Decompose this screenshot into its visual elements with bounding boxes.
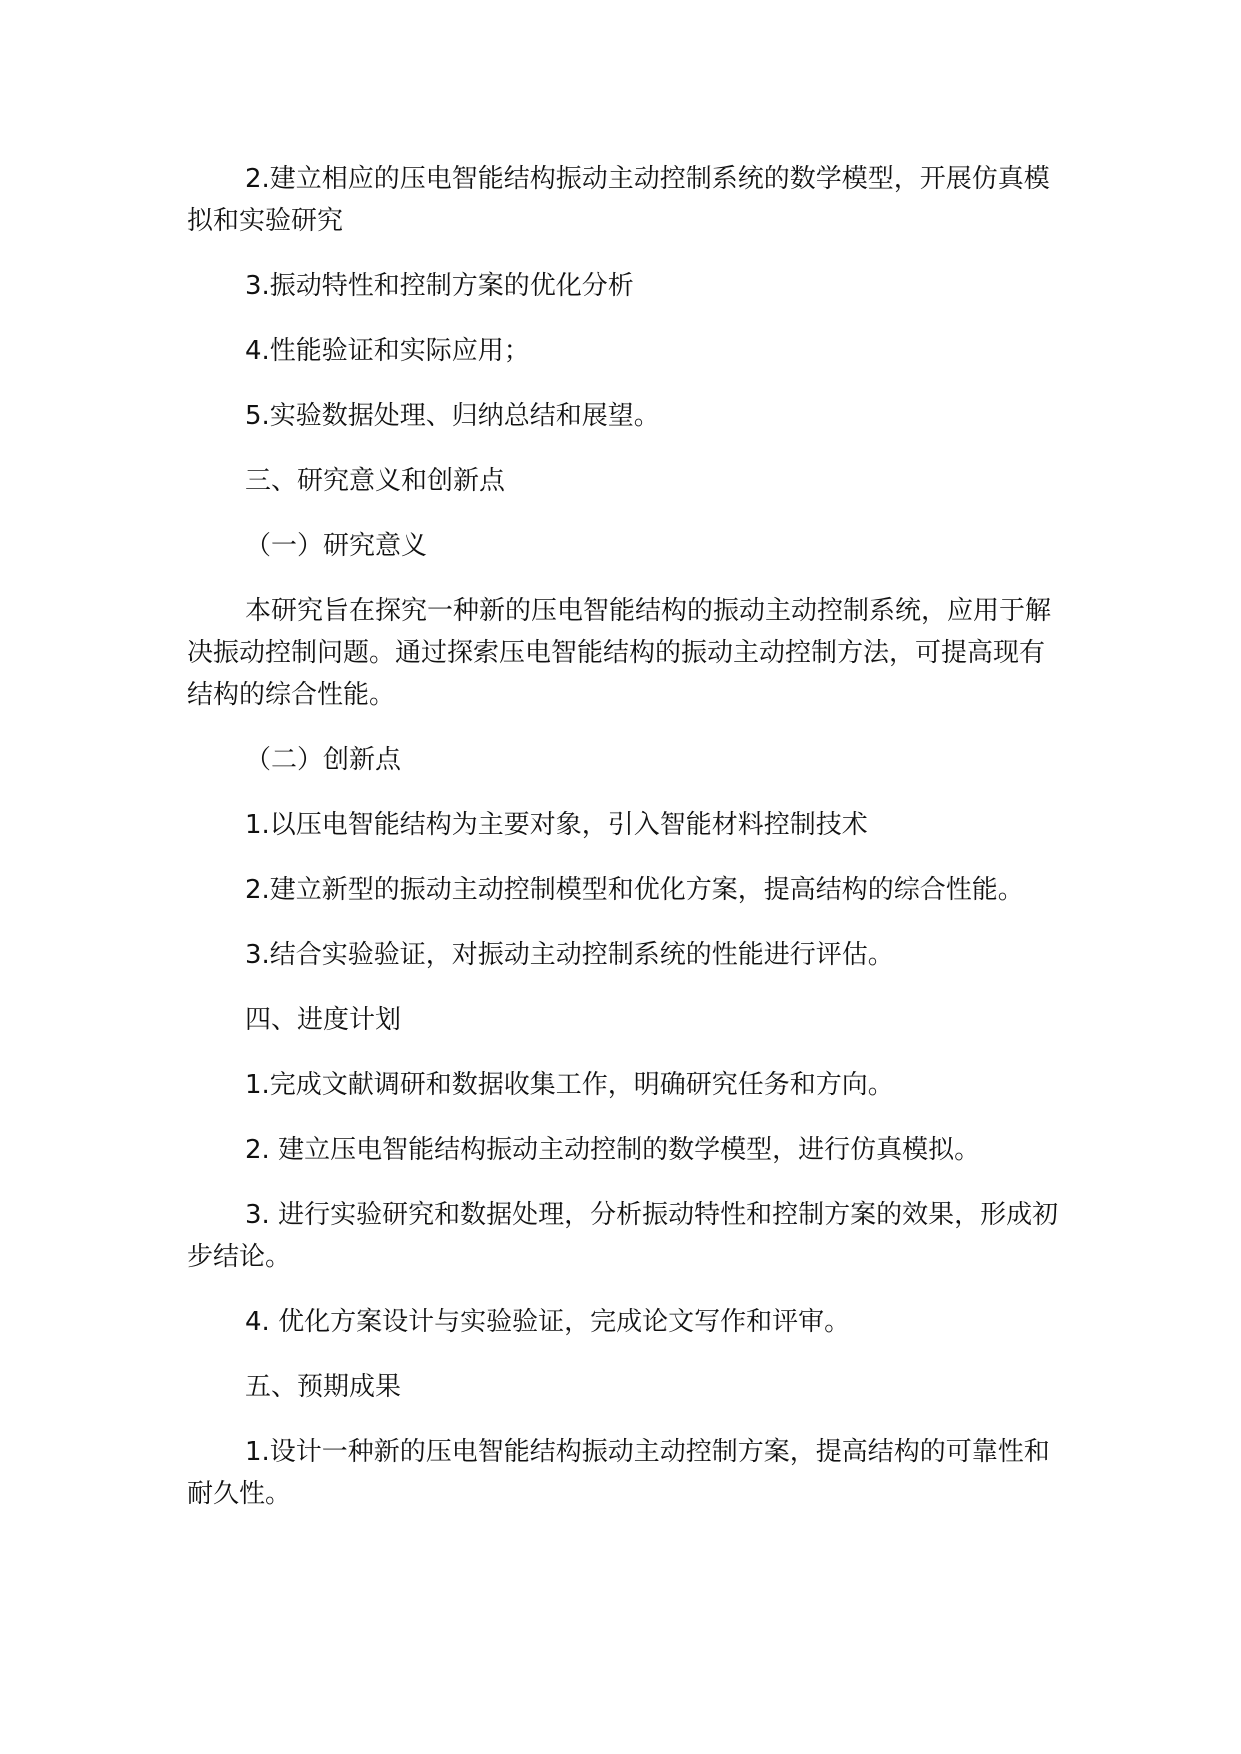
section-heading-3: 三、研究意义和创新点 xyxy=(245,466,506,496)
section-heading-4: 四、进度计划 xyxy=(245,1005,402,1035)
schedule-item-1: 1.完成文献调研和数据收集工作，明确研究任务和方向。 xyxy=(245,1070,894,1100)
paragraph-item-3: 3.振动特性和控制方案的优化分析 xyxy=(245,271,634,301)
paragraph-item-2: 2.建立相应的压电智能结构振动主动控制系统的数学模型，开展仿真模拟和实验研究 xyxy=(187,164,1050,236)
subsection-heading-significance: （一）研究意义 xyxy=(245,531,428,561)
subsection-heading-innovation: （二）创新点 xyxy=(245,745,402,775)
paragraph-significance-body: 本研究旨在探究一种新的压电智能结构的振动主动控制系统，应用于解决振动控制问题。通过探索压电智能结构的振动主动控制方法，可提高现有结构的综合性能。 xyxy=(187,596,1052,710)
schedule-item-2: 2. 建立压电智能结构振动主动控制的数学模型，进行仿真模拟。 xyxy=(245,1135,981,1165)
schedule-item-4: 4. 优化方案设计与实验验证，完成论文写作和评审。 xyxy=(245,1307,851,1337)
innovation-item-2: 2.建立新型的振动主动控制模型和优化方案，提高结构的综合性能。 xyxy=(245,875,1024,905)
section-heading-5: 五、预期成果 xyxy=(245,1372,402,1402)
document-page xyxy=(187,158,1067,1538)
innovation-item-3: 3.结合实验验证，对振动主动控制系统的性能进行评估。 xyxy=(245,940,894,970)
schedule-item-3: 3. 进行实验研究和数据处理，分析振动特性和控制方案的效果，形成初步结论。 xyxy=(187,1200,1059,1272)
outcome-item-1: 1.设计一种新的压电智能结构振动主动控制方案，提高结构的可靠性和耐久性。 xyxy=(187,1437,1050,1509)
innovation-item-1: 1.以压电智能结构为主要对象，引入智能材料控制技术 xyxy=(245,810,868,840)
paragraph-item-4: 4.性能验证和实际应用； xyxy=(245,336,530,366)
paragraph-item-5: 5.实验数据处理、归纳总结和展望。 xyxy=(245,401,660,431)
